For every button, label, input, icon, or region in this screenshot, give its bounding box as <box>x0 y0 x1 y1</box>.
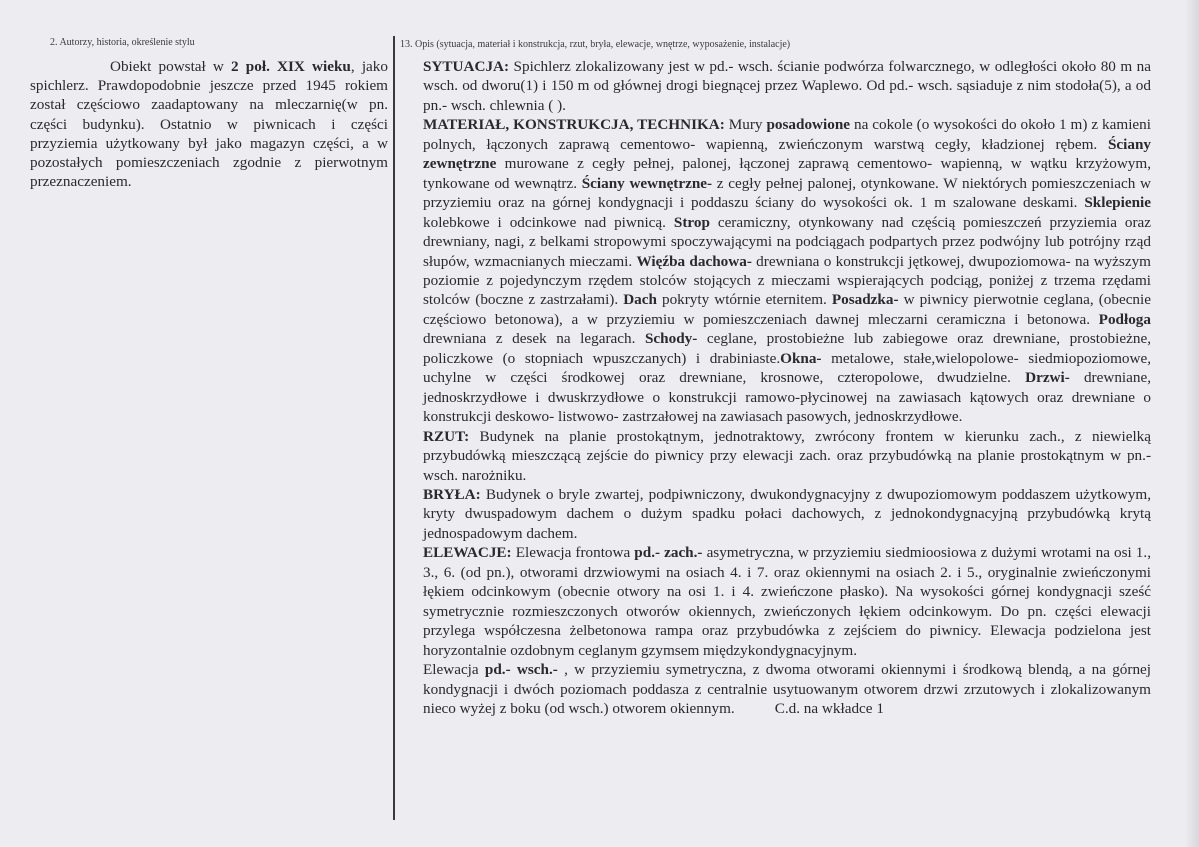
section-sytuacja <box>396 57 1151 115</box>
material-text: drewniana z desek na legarach. <box>423 330 645 348</box>
column-divider <box>393 36 395 820</box>
history-paragraph <box>30 57 388 191</box>
elewacja2-term: pd.- wsch.- <box>484 661 558 679</box>
material-term: Sklepienie <box>1084 194 1151 212</box>
section-rzut <box>396 427 1151 485</box>
material-term: Schody- <box>644 330 698 348</box>
history-date: 2 poł. XIX wieku <box>231 58 351 75</box>
material-term: Dach <box>623 291 657 309</box>
section-elewacja-pd-wsch <box>396 660 1151 718</box>
elewacja2-text: Elewacja <box>423 661 485 679</box>
material-text: drewniane, jednoskrzydłowe i dwuskrzydłowe o konstrukcji ramowo-płycinowej na zawiasach kątowych oraz drewniane o konstrukcji deskowo- listwowo- zastrzałowej na zawiasach pasowych, jednoskrzydłowe. <box>423 369 1151 426</box>
page-edge-shadow <box>1185 0 1199 847</box>
bryla-label: BRYŁA: <box>423 485 481 503</box>
rzut-label: RZUT: <box>423 427 470 445</box>
material-term: Strop <box>673 213 710 231</box>
material-text: ceglane, prostobieżne lub zabiegowe oraz drewniane, prostobieżne, policzkowe (o stopniach wpuszczanych) i drabiniaste. <box>423 330 1151 367</box>
material-term: Posadzka- <box>831 291 899 309</box>
material-text: Mury <box>724 116 767 134</box>
right-column-heading: 13. Opis (sytuacja, materiał i konstrukcja, rzut, bryła, elewacje, wnętrze, wyposażenie, instalacje) <box>400 39 791 50</box>
section-elewacje <box>396 543 1151 660</box>
elewacje-text: Elewacja frontowa <box>511 544 635 562</box>
material-term: Ściany zewnętrzne <box>423 135 1151 173</box>
material-term: Podłoga <box>1098 310 1151 328</box>
left-column <box>30 36 388 191</box>
material-text: pokryty wtórnie eternitem. <box>656 291 832 309</box>
material-term: Więźba dachowa- <box>636 252 752 270</box>
material-text: murowane z cegły pełnej, palonej, łączonej zaprawą cementowo- wapienną, w wątku krzyżowym, tynkowane od wewnątrz. <box>423 155 1151 192</box>
elewacje-label: ELEWACJE: <box>423 544 512 562</box>
material-text: ceramiczny, otynkowany nad częścią pomieszczeń przyziemia oraz drewniany, nagi, z belkami stropowymi spoczywającymi na podciągach podpartych przez podwójny lub potrójny rząd słupów, wzmacnianych mieczami. <box>423 213 1151 270</box>
sytuacja-text: Spichlerz zlokalizowany jest w pd.- wsch. ścianie podwórza folwarcznego, w odległości około 80 m na wsch. od dworu(1) i 150 m od głównej drogi biegnącej przez Waplewo. Od pd.- wsch. sąsiaduje z nim stodoła(5), a od pn.- wsch. chlewnia ( ). <box>423 58 1151 114</box>
right-column <box>396 38 1151 718</box>
rzut-text: Budynek na planie prostokątnym, jednotraktowy, zwrócony frontem w kierunku zach., z niewielką przybudówką mieszczącą zejście do piwnicy przy elewacji zach. oraz przybudówką na planie prostokątnym w pn.- wsch. narożniku. <box>423 427 1151 484</box>
section-bryla <box>396 485 1151 543</box>
history-rest: , jako spichlerz. Prawdopodobnie jeszcze przed 1945 rokiem został częściowo zaadaptowany na mleczarnię(w pn. części budynku). Ostatnio w piwnicach i części przyziemia użytkowany był jako magazyn części, a w pozostałych pomieszczeniach zgodnie z pierwotnym przeznaczeniem. <box>30 58 388 191</box>
material-text: w piwnicy pierwotnie ceglana, (obecnie częściowo betonowa), a w przyziemiu w pomieszczeniach dawnej mleczarni ceramiczna i betonowa. <box>423 291 1151 328</box>
history-intro: Obiekt powstał w <box>110 58 232 75</box>
material-term: Okna- <box>780 349 822 367</box>
sytuacja-label: SYTUACJA: <box>423 58 510 75</box>
material-text: drewniana o konstrukcji jętkowej, dwupoziomowa- na wyższym poziomie z pojedynczym rzędem stolców stojących z mieczami wspierających podciąg, poniżej z trzema rzędami stolców (boczne z zastrzałami). <box>423 252 1151 309</box>
material-label: MATERIAŁ, KONSTRUKCJA, TECHNIKA: <box>423 116 725 134</box>
elewacje-term: pd.- zach.- <box>634 544 703 562</box>
material-term: Ściany wewnętrzne- <box>581 174 713 192</box>
left-column-heading: 2. Autorzy, historia, określenie stylu <box>50 37 195 48</box>
material-text: kolebkowe i odcinkowe nad piwnicą. <box>423 213 674 231</box>
material-text: na cokole (o wysokości do około 1 m) z kamieni polnych, łączonych zaprawą cementowo- wapienną, zwieńczonym warstwą cegły, kładzionej rębem. <box>423 116 1151 153</box>
continuation-note: C.d. na wkładce 1 <box>774 699 884 717</box>
material-term: Drzwi- <box>1025 369 1070 387</box>
material-term: posadowione <box>766 116 851 134</box>
material-text: z cegły pełnej palonej, otynkowane. W niektórych pomieszczeniach w przyziemiu oraz na górnej kondygnacji i poddaszu ściany do wysokości ok. 1 m szalowane deskami. <box>423 174 1151 212</box>
material-text: metalowe, stałe,wielopolowe- siedmiopoziomowe, uchylne w części środkowej oraz drewniane, krosnowe, czteropolowe, dwudzielne. <box>423 349 1152 387</box>
elewacja2-text: , w przyziemiu symetryczna, z dwoma otworami okiennymi i środkową blendą, a na górnej kondygnacji i dwóch poziomach poddasza z centralnie usytuowanym otworem drzwi zrzutowych i zlokalizowanym nieco wyżej z boku (od wsch.) otworem okiennym. <box>423 661 1151 717</box>
section-material <box>396 115 1151 426</box>
bryla-text: Budynek o bryle zwartej, podpiwniczony, dwukondygnacyjny z dwupoziomowym poddaszem użytkowym, kryty dwuspadowym dachem o dużym spadku połaci dachowych, z jednokondygnacyjną przybudówką krytą jednospadowym dachem. <box>423 485 1151 542</box>
elewacje-text: asymetryczna, w przyziemiu siedmioosiowa z dużymi wrotami na osi 1., 3., 6. (od pn.), otworami drzwiowymi na osiach 4. i 7. oraz okiennymi na osiach 2. i 5., oryginalnie zwieńczonymi łękiem odcinkowym (obecnie otwory na osi 1. i 4. zwieńczone płasko). Na wysokości górnej kondygnacji sześć symetrycznie rozmieszczonych otworów okiennych, zwieńczonych łękiem odcinkowym. Do pn. części elewacji przylega współczesna żelbetonowa rampa oraz przybudówka z zejściem do piwnicy. Elewacja podzielona jest horyzontalnie ozdobnym ceglanym gzymsem międzykondygnacyjnym. <box>423 544 1151 659</box>
